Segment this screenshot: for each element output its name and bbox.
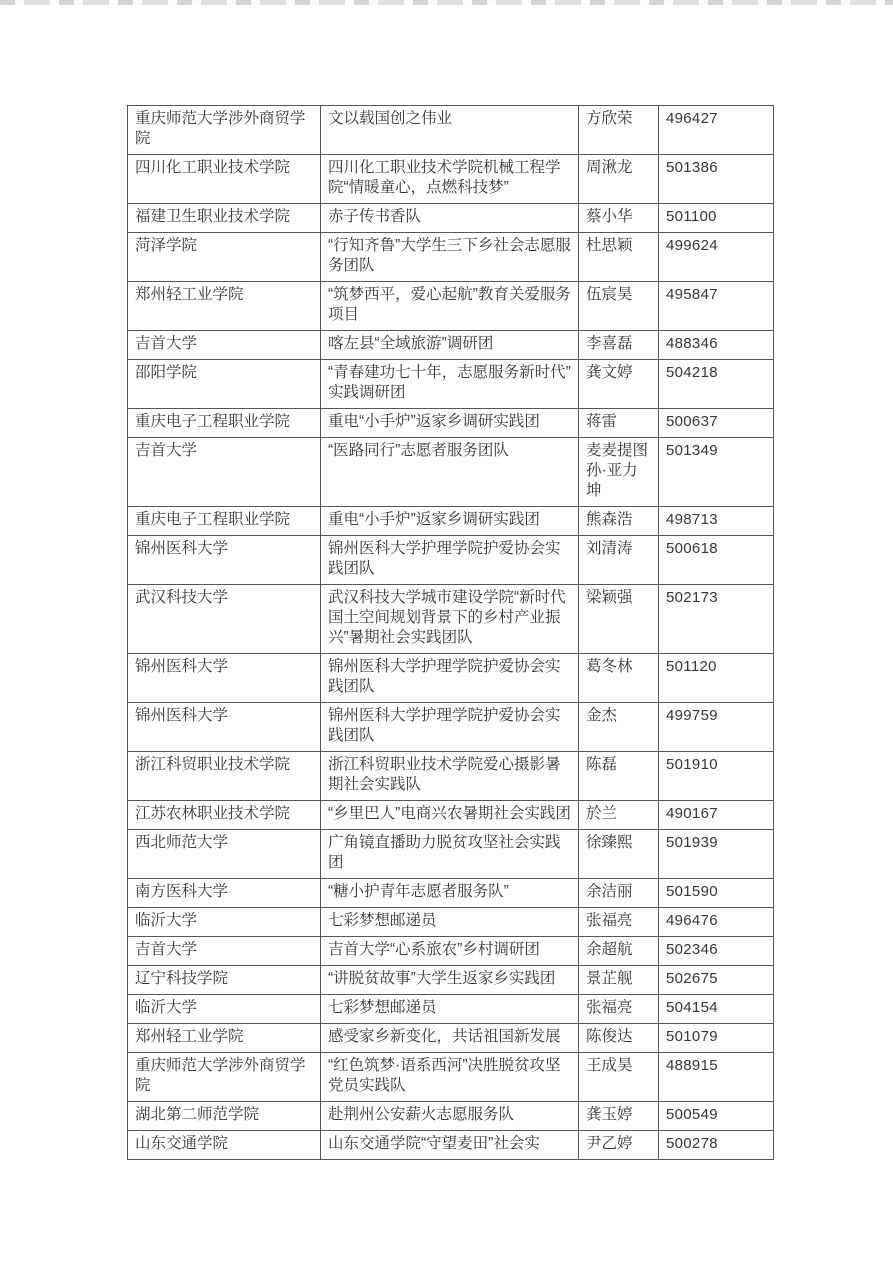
- university-cell: 菏泽学院: [128, 233, 321, 282]
- university-cell: 四川化工职业技术学院: [128, 155, 321, 204]
- team-cell: 文以载国创之伟业: [321, 106, 579, 155]
- university-cell: 福建卫生职业技术学院: [128, 204, 321, 233]
- table-row: [128, 703, 774, 752]
- leader-cell: 景芷舰: [579, 966, 659, 995]
- university-cell: 吉首大学: [128, 937, 321, 966]
- team-cell: 锦州医科大学护理学院护爱协会实践团队: [321, 703, 579, 752]
- leader-cell: 蒋雷: [579, 409, 659, 438]
- leader-cell: 陈磊: [579, 752, 659, 801]
- table-body: [128, 106, 774, 1160]
- team-cell: 感受家乡新变化，共话祖国新发展: [321, 1024, 579, 1053]
- scan-edge-artifact: [0, 0, 893, 5]
- table-row: [128, 966, 774, 995]
- table-row: [128, 879, 774, 908]
- leader-cell: 麦麦提图孙·亚力坤: [579, 438, 659, 507]
- number-cell: 501120: [659, 654, 774, 703]
- team-cell: 七彩梦想邮递员: [321, 908, 579, 937]
- leader-cell: 葛冬林: [579, 654, 659, 703]
- table-row: [128, 830, 774, 879]
- number-cell: 500618: [659, 536, 774, 585]
- number-cell: 502346: [659, 937, 774, 966]
- number-cell: 501939: [659, 830, 774, 879]
- university-cell: 郑州轻工业学院: [128, 1024, 321, 1053]
- leader-cell: 於兰: [579, 801, 659, 830]
- university-cell: 吉首大学: [128, 331, 321, 360]
- number-cell: 488346: [659, 331, 774, 360]
- leader-cell: 李喜磊: [579, 331, 659, 360]
- leader-cell: 张福亮: [579, 995, 659, 1024]
- university-cell: 临沂大学: [128, 908, 321, 937]
- number-cell: 502675: [659, 966, 774, 995]
- university-cell: 吉首大学: [128, 438, 321, 507]
- team-cell: “讲脱贫故事”大学生返家乡实践团: [321, 966, 579, 995]
- team-cell: 锦州医科大学护理学院护爱协会实践团队: [321, 536, 579, 585]
- practice-teams-table: [127, 105, 774, 1160]
- table-row: [128, 752, 774, 801]
- number-cell: 501349: [659, 438, 774, 507]
- table-row: [128, 204, 774, 233]
- table-row: [128, 507, 774, 536]
- team-cell: 锦州医科大学护理学院护爱协会实践团队: [321, 654, 579, 703]
- team-cell: “行知齐鲁”大学生三下乡社会志愿服务团队: [321, 233, 579, 282]
- university-cell: 锦州医科大学: [128, 703, 321, 752]
- table-row: [128, 155, 774, 204]
- team-cell: 山东交通学院“守望麦田”社会实: [321, 1131, 579, 1160]
- table-row: [128, 282, 774, 331]
- leader-cell: 刘清涛: [579, 536, 659, 585]
- leader-cell: 周湫龙: [579, 155, 659, 204]
- university-cell: 锦州医科大学: [128, 654, 321, 703]
- team-cell: 武汉科技大学城市建设学院“新时代国土空间规划背景下的乡村产业振兴”暑期社会实践团队: [321, 585, 579, 654]
- number-cell: 500637: [659, 409, 774, 438]
- number-cell: 501910: [659, 752, 774, 801]
- team-cell: “医路同行”志愿者服务团队: [321, 438, 579, 507]
- university-cell: 浙江科贸职业技术学院: [128, 752, 321, 801]
- university-cell: 重庆师范大学涉外商贸学院: [128, 106, 321, 155]
- leader-cell: 伍宸昊: [579, 282, 659, 331]
- number-cell: 501590: [659, 879, 774, 908]
- university-cell: 重庆电子工程职业学院: [128, 507, 321, 536]
- team-cell: “糖小护青年志愿者服务队”: [321, 879, 579, 908]
- number-cell: 504218: [659, 360, 774, 409]
- table-row: [128, 233, 774, 282]
- number-cell: 496427: [659, 106, 774, 155]
- number-cell: 488915: [659, 1053, 774, 1102]
- university-cell: 重庆电子工程职业学院: [128, 409, 321, 438]
- table-row: [128, 360, 774, 409]
- university-cell: 锦州医科大学: [128, 536, 321, 585]
- team-cell: 浙江科贸职业技术学院爱心摄影暑期社会实践队: [321, 752, 579, 801]
- team-cell: 赤子传书香队: [321, 204, 579, 233]
- leader-cell: 龚文婷: [579, 360, 659, 409]
- university-cell: 南方医科大学: [128, 879, 321, 908]
- number-cell: 501079: [659, 1024, 774, 1053]
- leader-cell: 陈俊达: [579, 1024, 659, 1053]
- team-cell: “青春建功七十年，志愿服务新时代”实践调研团: [321, 360, 579, 409]
- table-row: [128, 1102, 774, 1131]
- leader-cell: 金杰: [579, 703, 659, 752]
- university-cell: 重庆师范大学涉外商贸学院: [128, 1053, 321, 1102]
- number-cell: 500549: [659, 1102, 774, 1131]
- number-cell: 490167: [659, 801, 774, 830]
- number-cell: 498713: [659, 507, 774, 536]
- leader-cell: 方欣荣: [579, 106, 659, 155]
- table-row: [128, 1053, 774, 1102]
- leader-cell: 余洁丽: [579, 879, 659, 908]
- table-row: [128, 106, 774, 155]
- team-cell: 喀左县“全域旅游”调研团: [321, 331, 579, 360]
- university-cell: 武汉科技大学: [128, 585, 321, 654]
- number-cell: 499624: [659, 233, 774, 282]
- leader-cell: 王成昊: [579, 1053, 659, 1102]
- team-cell: 广角镜直播助力脱贫攻坚社会实践团: [321, 830, 579, 879]
- university-cell: 湖北第二师范学院: [128, 1102, 321, 1131]
- table-row: [128, 1024, 774, 1053]
- number-cell: 499759: [659, 703, 774, 752]
- number-cell: 504154: [659, 995, 774, 1024]
- team-cell: 吉首大学“心系旅农”乡村调研团: [321, 937, 579, 966]
- leader-cell: 梁颖强: [579, 585, 659, 654]
- team-cell: 重电“小手炉”返家乡调研实践团: [321, 507, 579, 536]
- team-cell: 重电“小手炉”返家乡调研实践团: [321, 409, 579, 438]
- table-row: [128, 585, 774, 654]
- university-cell: 山东交通学院: [128, 1131, 321, 1160]
- leader-cell: 余超航: [579, 937, 659, 966]
- team-cell: 四川化工职业技术学院机械工程学院“情暖童心，点燃科技梦”: [321, 155, 579, 204]
- number-cell: 501386: [659, 155, 774, 204]
- leader-cell: 张福亮: [579, 908, 659, 937]
- team-cell: “筑梦西平，爱心起航”教育关爱服务项目: [321, 282, 579, 331]
- leader-cell: 徐臻熙: [579, 830, 659, 879]
- table-row: [128, 409, 774, 438]
- number-cell: 500278: [659, 1131, 774, 1160]
- team-cell: “乡里巴人”电商兴农暑期社会实践团: [321, 801, 579, 830]
- leader-cell: 熊森浩: [579, 507, 659, 536]
- table-row: [128, 937, 774, 966]
- leader-cell: 蔡小华: [579, 204, 659, 233]
- table-row: [128, 801, 774, 830]
- team-cell: 赴荆州公安薪火志愿服务队: [321, 1102, 579, 1131]
- table-row: [128, 438, 774, 507]
- table-row: [128, 331, 774, 360]
- leader-cell: 杜思颖: [579, 233, 659, 282]
- table-row: [128, 536, 774, 585]
- university-cell: 辽宁科技学院: [128, 966, 321, 995]
- number-cell: 495847: [659, 282, 774, 331]
- table-row: [128, 995, 774, 1024]
- university-cell: 郑州轻工业学院: [128, 282, 321, 331]
- table-row: [128, 654, 774, 703]
- team-cell: 七彩梦想邮递员: [321, 995, 579, 1024]
- number-cell: 501100: [659, 204, 774, 233]
- university-cell: 临沂大学: [128, 995, 321, 1024]
- number-cell: 496476: [659, 908, 774, 937]
- university-cell: 江苏农林职业技术学院: [128, 801, 321, 830]
- number-cell: 502173: [659, 585, 774, 654]
- university-cell: 邵阳学院: [128, 360, 321, 409]
- table-row: [128, 1131, 774, 1160]
- table-row: [128, 908, 774, 937]
- university-cell: 西北师范大学: [128, 830, 321, 879]
- team-cell: “红色筑梦·语系西河”决胜脱贫攻坚党员实践队: [321, 1053, 579, 1102]
- leader-cell: 龚玉婷: [579, 1102, 659, 1131]
- leader-cell: 尹乙婷: [579, 1131, 659, 1160]
